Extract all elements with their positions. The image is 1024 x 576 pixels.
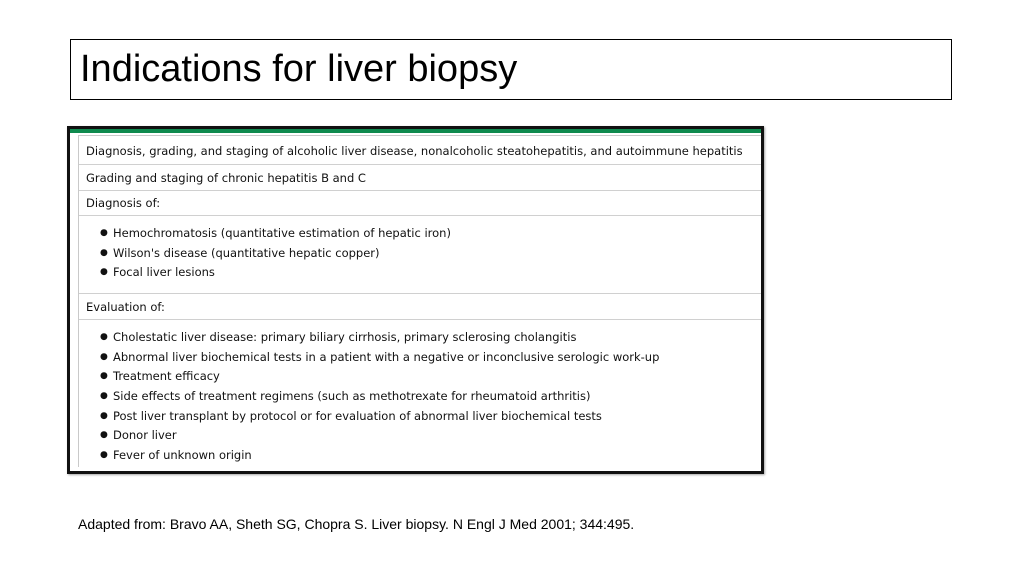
bullet-icon: ● — [100, 351, 108, 362]
bullet-icon: ● — [100, 410, 108, 421]
table-row-evaluation-header — [79, 294, 761, 320]
list-item: ● Fever of unknown origin — [79, 446, 761, 466]
list-item: ● Focal liver lesions — [79, 263, 761, 283]
title-box — [70, 39, 952, 100]
row-text: Diagnosis, grading, and staging of alcoholic liver disease, nonalcoholic steatohepatitis, and autoimmune hepatitis — [86, 144, 743, 158]
table-row-diagnosis-list — [79, 216, 761, 294]
table-row-hepatitis — [79, 165, 761, 191]
diagnosis-list — [79, 224, 761, 283]
list-item: ● Cholestatic liver disease: primary biliary cirrhosis, primary sclerosing cholangitis — [79, 328, 761, 348]
section-header: Diagnosis of: — [86, 196, 161, 210]
bullet-icon: ● — [100, 391, 108, 402]
section-header: Evaluation of: — [86, 300, 165, 314]
slide-title: Indications for liver biopsy — [80, 48, 518, 90]
table-row-diagnosis-header — [79, 191, 761, 216]
list-item: ● Donor liver — [79, 426, 761, 446]
indications-table — [67, 126, 764, 474]
row-text: Grading and staging of chronic hepatitis B and C — [86, 171, 366, 185]
table-accent-bar — [70, 129, 761, 133]
list-item: ● Post liver transplant by protocol or for evaluation of abnormal liver biochemical tests — [79, 407, 761, 427]
bullet-icon: ● — [100, 430, 108, 441]
bullet-icon: ● — [100, 332, 108, 342]
evaluation-list — [79, 328, 761, 466]
table-row-alcoholic — [79, 136, 761, 165]
table-body — [78, 135, 761, 467]
citation: Adapted from: Bravo AA, Sheth SG, Chopra S. Liver biopsy. N Engl J Med 2001; 344:495. — [78, 516, 635, 532]
list-item: ● Treatment efficacy — [79, 367, 761, 387]
table-row-evaluation-list — [79, 320, 761, 470]
list-item: ● Side effects of treatment regimens (such as methotrexate for rheumatoid arthritis) — [79, 387, 761, 407]
bullet-icon: ● — [100, 228, 108, 238]
bullet-icon: ● — [100, 247, 108, 258]
list-item: ● Abnormal liver biochemical tests in a patient with a negative or inconclusive serologic work-up — [79, 348, 761, 368]
list-item: ● Wilson's disease (quantitative hepatic copper) — [79, 244, 761, 264]
bullet-icon: ● — [100, 371, 108, 382]
list-item: ● Hemochromatosis (quantitative estimation of hepatic iron) — [79, 224, 761, 244]
bullet-icon: ● — [100, 267, 108, 278]
bullet-icon: ● — [100, 450, 108, 461]
